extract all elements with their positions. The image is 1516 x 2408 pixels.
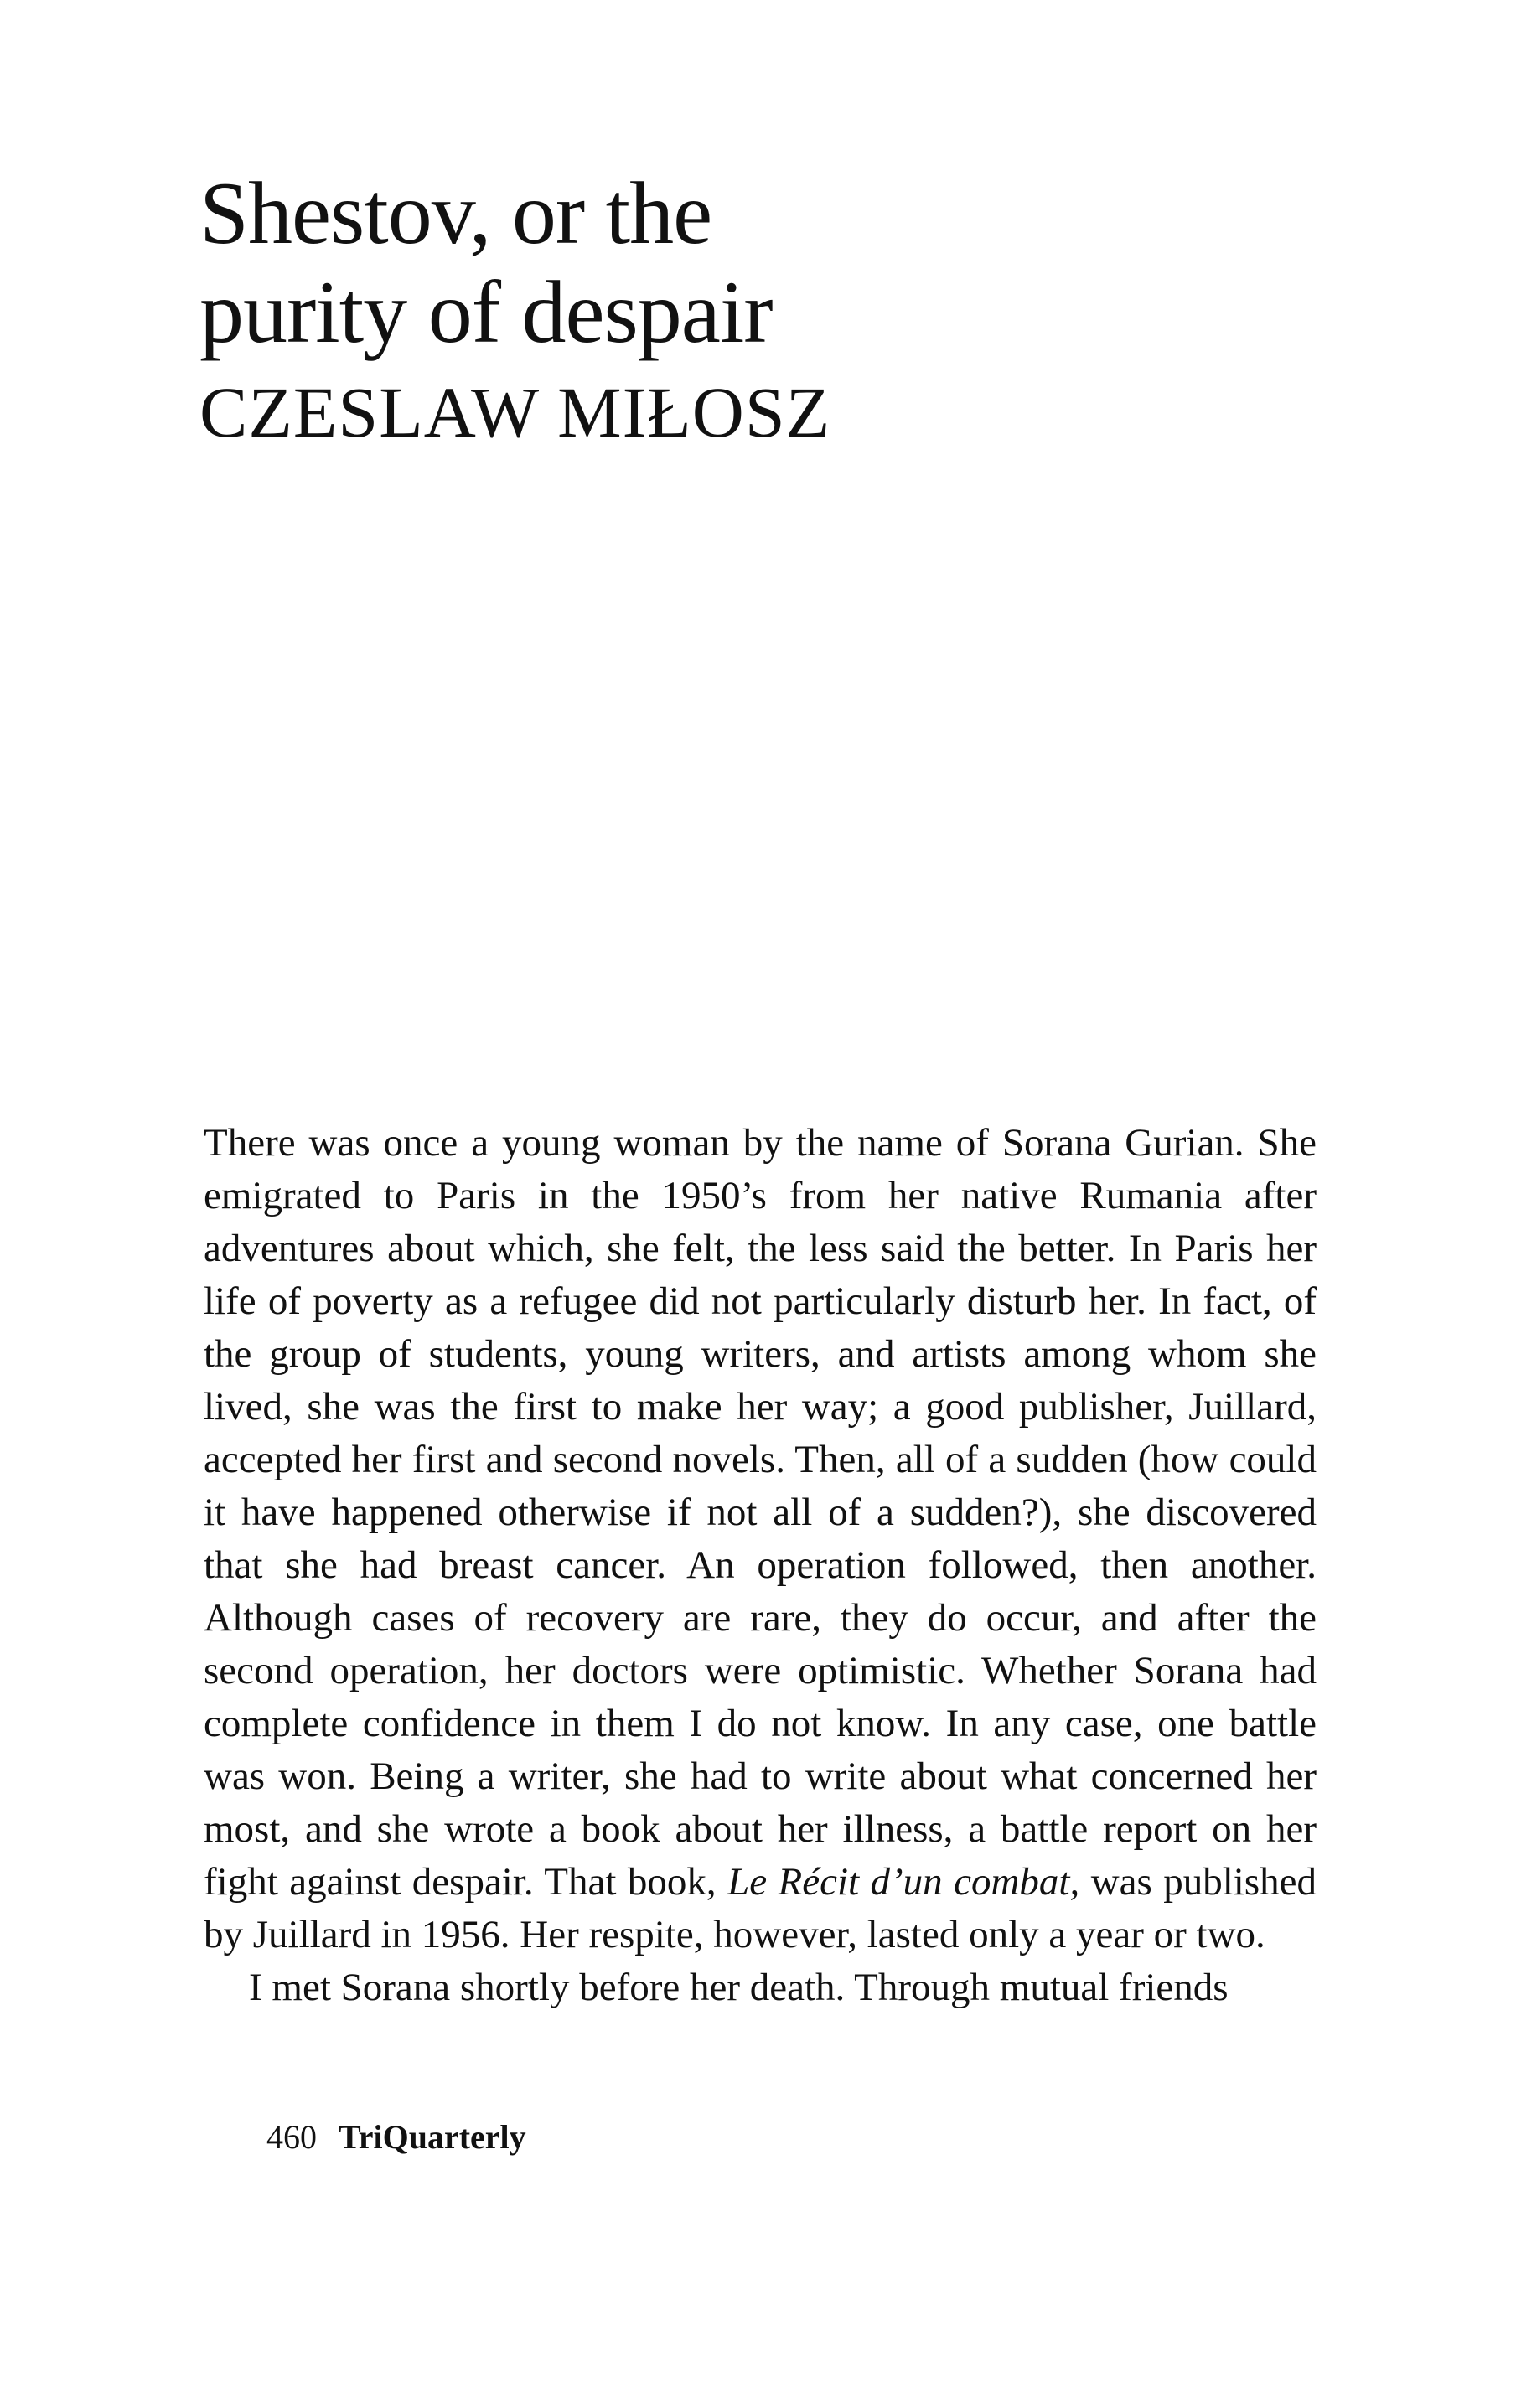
article-title-line-1: Shestov, or the xyxy=(199,164,712,262)
article-body xyxy=(204,1117,1317,2014)
body-paragraph-2: I met Sorana shortly before her death. Through mutual friends xyxy=(249,1966,1229,2009)
paragraph-1-text-b: was published by Juillard in 1956. Her respite, however, lasted only a year or two. xyxy=(204,1860,1317,1956)
body-paragraph-1 xyxy=(204,1117,1317,1961)
paragraph-1-text-a: There was once a young woman by the name of Sorana Gurian. She emigrated to Paris in the 1950’s from her native Rumania after adventures about which, she felt, the less said the better. In Paris her life of poverty as a refugee did not particularly disturb her. In fact, of the group of students, young writers, and artists among whom she lived, she was the first to make her way; a good publisher, Juillard, accepted her first and second novels. Then, all of a sudden (how could it have happened otherwise if not all of a sudden?), she discovered that she had breast cancer. An operation followed, then another. Although cases of recovery are rare, they do occur, and after the second operation, her doctors were optimistic. Whether Sorana had complete confidence in them I do not know. In any case, one battle was won. Being a writer, she had to write about what concerned her most, and she wrote a book about her illness, a battle report on her fight against despair. That book, xyxy=(204,1121,1317,1904)
book-title: Le Récit d’un combat, xyxy=(727,1860,1080,1904)
page-footer xyxy=(266,2116,526,2158)
journal-name: TriQuarterly xyxy=(339,2118,526,2156)
page-number: 460 xyxy=(266,2118,317,2156)
article-title-line-2: purity of despair xyxy=(199,263,773,361)
article-author: CZESLAW MIŁOSZ xyxy=(199,372,831,452)
article-header xyxy=(199,164,1205,454)
